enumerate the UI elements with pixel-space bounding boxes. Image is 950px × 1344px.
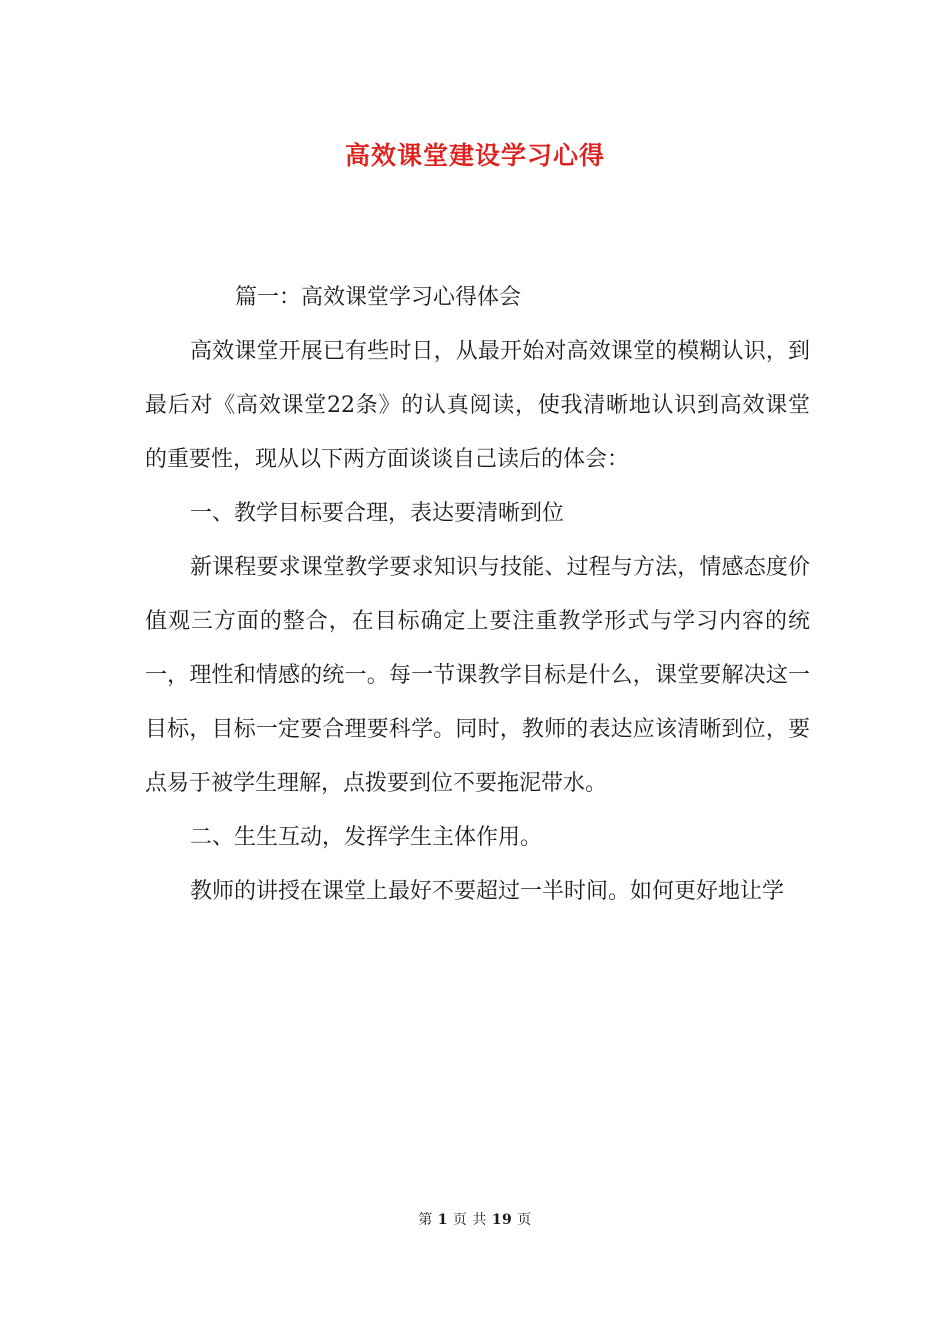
footer-middle: 页 共 (452, 1212, 487, 1228)
footer-total-pages: 19 (491, 1212, 513, 1228)
page-footer (0, 1209, 950, 1229)
body-paragraph-intro: 高效课堂开展已有些时日，从最开始对高效课堂的模糊认识，到最后对《高效课堂22条》的认真阅读，使我清晰地认识到高效课堂的重要性，现从以下两方面谈谈自己读后的体会： (145, 339, 810, 472)
document-title: 高效课堂建设学习心得 (344, 141, 605, 170)
point-heading-1: 一、教学目标要合理，表达要清晰到位 (190, 501, 565, 526)
body-paragraph-point-2: 教师的讲授在课堂上最好不要超过一半时间。如何更好地让学 (190, 879, 785, 904)
footer-page-number: 1 (437, 1212, 448, 1228)
footer-prefix: 第 (418, 1212, 433, 1228)
body-paragraph-point-1: 新课程要求课堂教学要求知识与技能、过程与方法，情感态度价值观三方面的整合，在目标确定上要注重教学形式与学习内容的统一，理性和情感的统一。每一节课教学目标是什么，课堂要解决这一目标，目标一定要合理要科学。同时，教师的表达应该清晰到位，要点易于被学生理解，点拨要到位不要拖泥带水。 (145, 555, 810, 796)
document-body (145, 271, 810, 919)
footer-suffix: 页 (517, 1212, 532, 1228)
section-heading-part-one: 篇一：高效课堂学习心得体会 (235, 285, 522, 310)
point-heading-2: 二、生生互动，发挥学生主体作用。 (190, 825, 543, 850)
